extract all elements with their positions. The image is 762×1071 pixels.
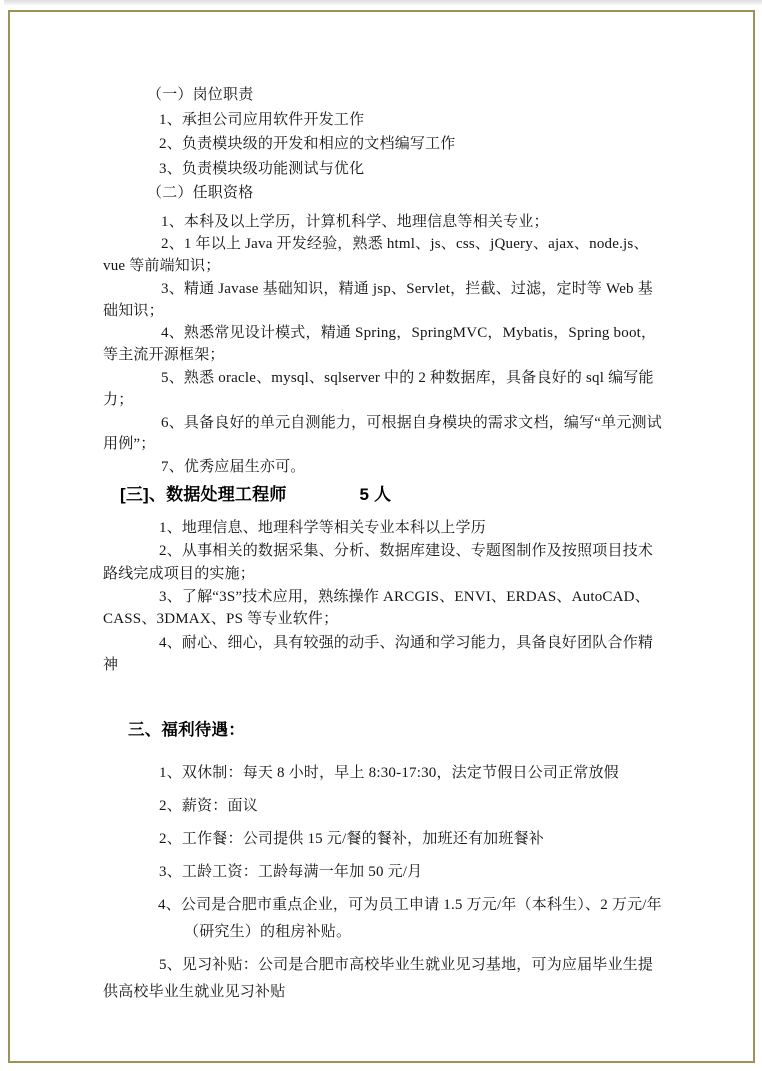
welfare-heading: 三、福利待遇：: [128, 721, 245, 740]
qualification-item: 1、本科及以上学历，计算机科学、地理信息等相关专业；: [161, 213, 549, 230]
duty-item: 3、负责模块级功能测试与优化: [159, 160, 365, 177]
qualification-item: 6、具备良好的单元自测能力，可根据自身模块的需求文档，编写“单元测试用例”；: [103, 414, 662, 453]
welfare-item: 2、工作餐：公司提供 15 元/餐的餐补，加班还有加班餐补: [159, 831, 544, 848]
qualification-item: 5、熟悉 oracle、mysql、sqlserver 中的 2 种数据库，具备良好的 sql 编写能力；: [103, 370, 654, 408]
position-headcount: 5 人: [359, 485, 392, 505]
welfare-item: 2、薪资：面议: [159, 798, 258, 815]
requirement-item: 2、从事相关的数据采集、分析、数据库建设、专题图制作及按照项目技术路线完成项目的实施；: [103, 543, 654, 582]
qualifications-block: [103, 212, 663, 480]
requirement-item: 1、地理信息、地理科学等相关专业本科以上学历: [159, 520, 486, 537]
welfare-block: [103, 760, 663, 1006]
requirements-block: [103, 517, 663, 676]
welfare-item: 1、双休制：每天 8 小时，早上 8:30-17:30，法定节假日公司正常放假: [159, 765, 619, 782]
duty-item: 2、负责模块级的开发和相应的文档编写工作: [159, 136, 456, 152]
qualification-item: 3、精通 Javase 基础知识，精通 jsp、Servlet，拦截、过滤，定时等 Web 基础知识；: [103, 280, 653, 319]
welfare-item: 5、见习补贴：公司是合肥市高校毕业生就业见习基地，可为应届毕业生提供高校毕业生就业见习补贴: [103, 957, 654, 1001]
qualifications-heading: （二）任职资格: [147, 185, 254, 201]
duty-item: 1、承担公司应用软件开发工作: [159, 111, 365, 128]
requirement-item: 3、了解“3S”技术应用，熟练操作 ARCGIS、ENVI、ERDAS、AutoCAD、CASS、3DMAX、PS 等专业软件；: [103, 588, 650, 628]
qualification-item: 2、1 年以上 Java 开发经验，熟悉 html、js、css、jQuery、ajax、node.js、vue 等前端知识；: [103, 236, 649, 275]
welfare-item: 4、公司是合肥市重点企业，可为员工申请 1.5 万元/年（本科生）、2 万元/年（研究生）的租房补贴。: [158, 897, 662, 941]
welfare-item: 3、工龄工资：工龄每满一年加 50 元/月: [159, 864, 423, 881]
position-title: [三]、数据处理工程师: [120, 485, 287, 505]
qualification-item: 7、优秀应届生亦可。: [161, 459, 306, 476]
duties-block: [103, 83, 663, 206]
qualification-item: 4、熟悉常见设计模式，精通 Spring，SpringMVC，Mybatis，Spring boot，等主流开源框架；: [103, 325, 657, 364]
position-heading: [103, 482, 663, 508]
requirement-item: 4、耐心、细心，具有较强的动手、沟通和学习能力，具备良好团队合作精神: [103, 634, 654, 673]
document-content: [103, 83, 663, 1006]
duties-heading: （一）岗位职责: [147, 87, 254, 103]
viewer-top-edge: [4, 0, 762, 5]
